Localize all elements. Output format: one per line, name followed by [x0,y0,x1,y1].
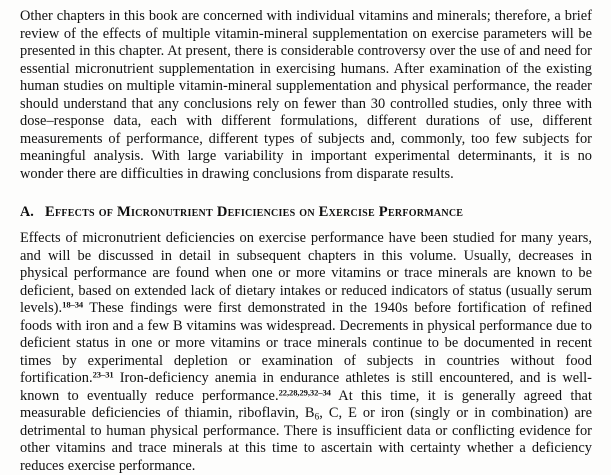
body-text-segment-1: Effects of micronutrient deficiencies on exercise performance have been studied for many years, and will be discussed in detail in subsequent chapters in this volume. Usually, decreases in physical performance are found when one or more vitamins or trace minerals are known to be deficient, based on extended lack of dietary intakes or reduced indicators of status (usually serum levels). [20,230,592,316]
body-paragraph [20,230,592,475]
section-title: Effects of Micronutrient Deficiencies on Exercise Performance [45,204,464,220]
citation-ref-1: 18–34 [62,299,84,310]
body-text-segment-2: These findings were first demonstrated in the 1940s before fortification of refined foods with iron and a few B vitamins was widespread. Decrements in physical performance due to deficient status in one or more vitamins or trace minerals continue to be documented in recent times by experimental depletion or examination of subjects in countries without food fortification. [20,300,592,386]
intro-paragraph: Other chapters in this book are concerned with individual vitamins and minerals; therefore, a brief review of the effects of multiple vitamin-mineral supplementation on exercise parameters will be presented in this chapter. At present, there is considerable controversy over the use of and need for essential micronutrient supplementation in exercising humans. After examination of the existing human studies on multiple vitamin-mineral supplementation and physical performance, the reader should understand that any conclusions rely on fewer than 30 controlled studies, only three with dose–response data, each with different formulations, different durations of use, different measurements of performance, different types of subjects and, commonly, too few subjects for meaningful analysis. With large variability in important experimental determinants, it is no wonder there are difficulties in drawing conclusions from disparate results. [20,8,592,182]
body-text-segment-3: Iron-deficiency anemia in endurance athletes is still encountered, and is well-known to eventually reduce performance. [20,370,592,404]
citation-ref-3: 22,28,29,32–34 [278,387,331,398]
section-letter: A. [20,204,34,220]
vitamin-b6-subscript: 6 [314,412,320,423]
citation-ref-2: 23–31 [92,369,114,380]
body-text-segment-4: At this time, it is generally agreed that measurable deficiencies of thiamin, riboflavin, B [20,387,592,421]
body-text-segment-5: , C, E or iron (singly or in combination) are detrimental to human physical performance. There is insufficient data or conflicting evidence for other vitamins and trace minerals at this time to ascertain with certainty whether a deficiency reduces exercise performance. [20,405,593,474]
section-heading [20,204,592,221]
